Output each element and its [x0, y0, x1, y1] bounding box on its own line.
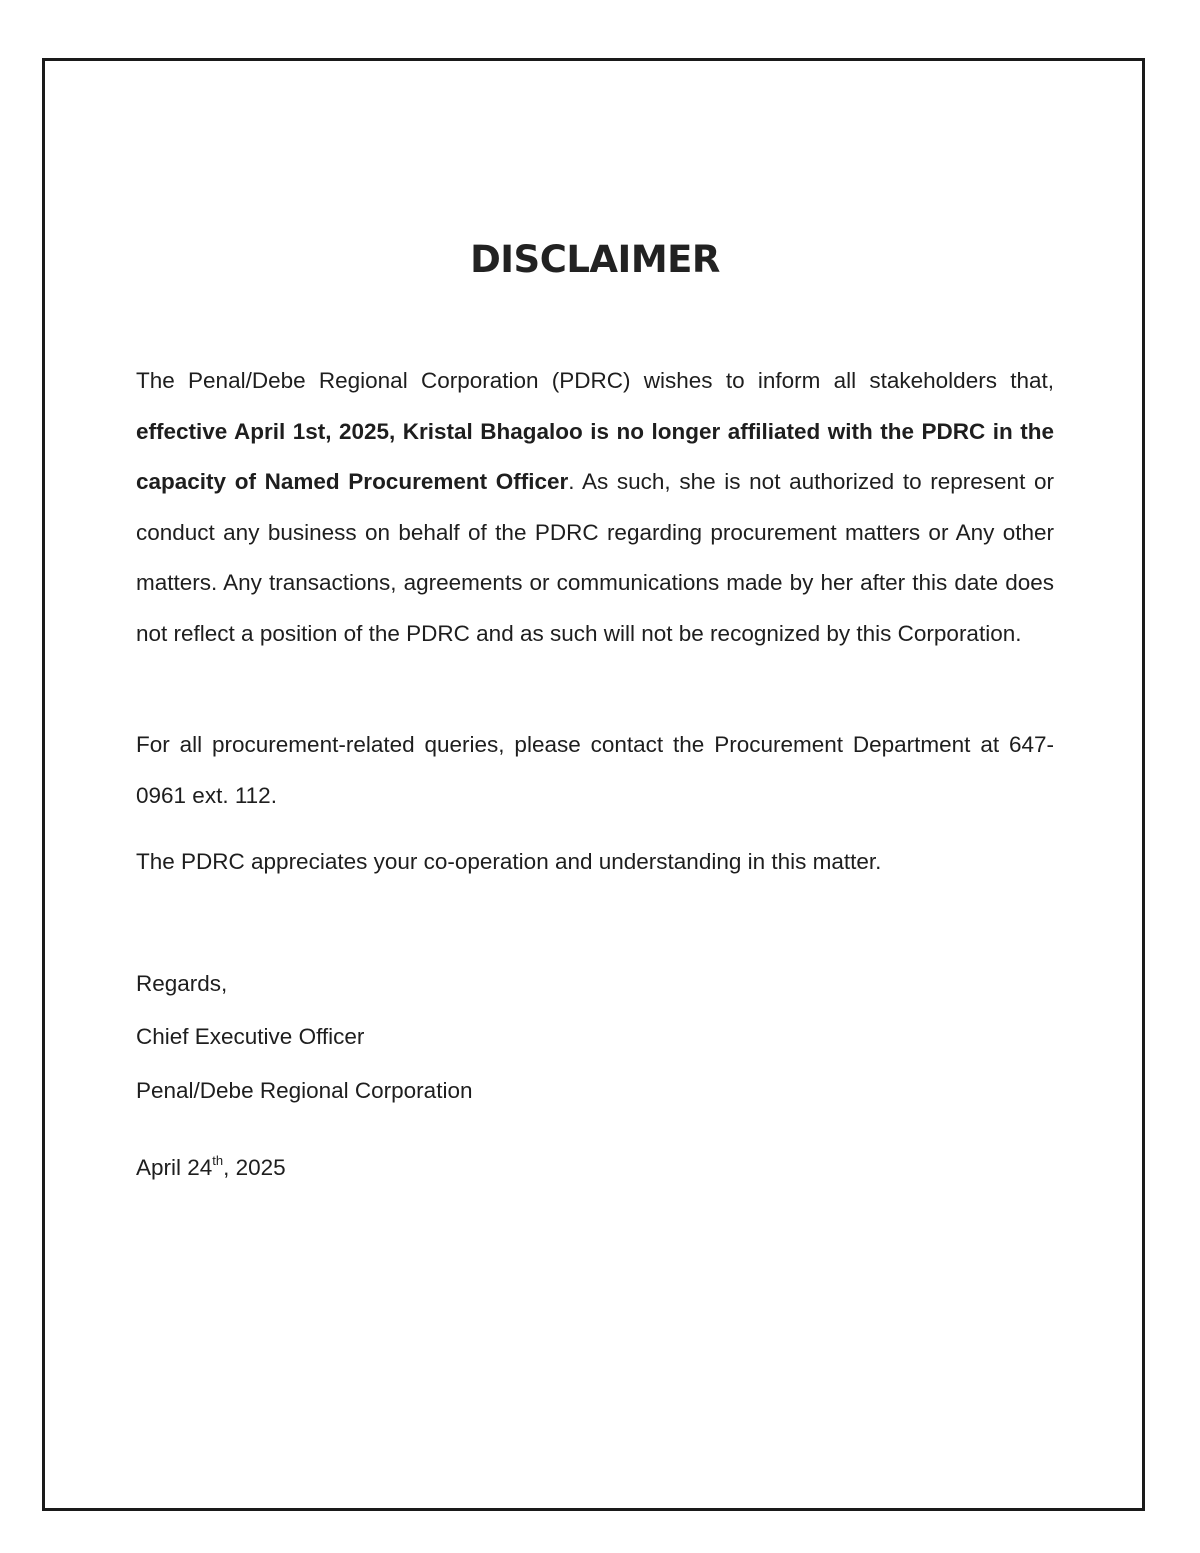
date-ordinal-suffix: th	[212, 1152, 224, 1168]
contact-paragraph: For all procurement-related queries, please contact the Procurement Department at 647-0961 ext. 112.	[136, 732, 1054, 808]
document-title: DISCLAIMER	[470, 238, 720, 281]
paragraph-intro-text: The Penal/Debe Regional Corporation (PDRC) wishes to inform all stakeholders that,	[136, 368, 1054, 393]
date-prefix: April 24	[136, 1155, 213, 1180]
closing-regards: Regards,	[136, 971, 228, 996]
disclaimer-paragraph	[136, 356, 1054, 659]
signatory-organization: Penal/Debe Regional Corporation	[136, 1078, 473, 1103]
appreciation-paragraph: The PDRC appreciates your co-operation and understanding in this matter.	[136, 849, 882, 874]
document-date	[136, 1153, 286, 1183]
paragraph-bold-statement: effective April 1st, 2025, Kristal Bhagaloo is no longer affiliated with the PDRC in the capacity of Named Procurement Officer	[136, 418, 1054, 494]
paragraph-rest-text: . As such, she is not authorized to represent or conduct any business on behalf of the PDRC regarding procurement matters or Any other matters. Any transactions, agreements or communications made by her after this date does not reflect a position of the PDRC and as such will not be recognized by this Corporation.	[136, 469, 1054, 646]
signatory-position: Chief Executive Officer	[136, 1024, 365, 1049]
date-year: , 2025	[223, 1155, 286, 1180]
